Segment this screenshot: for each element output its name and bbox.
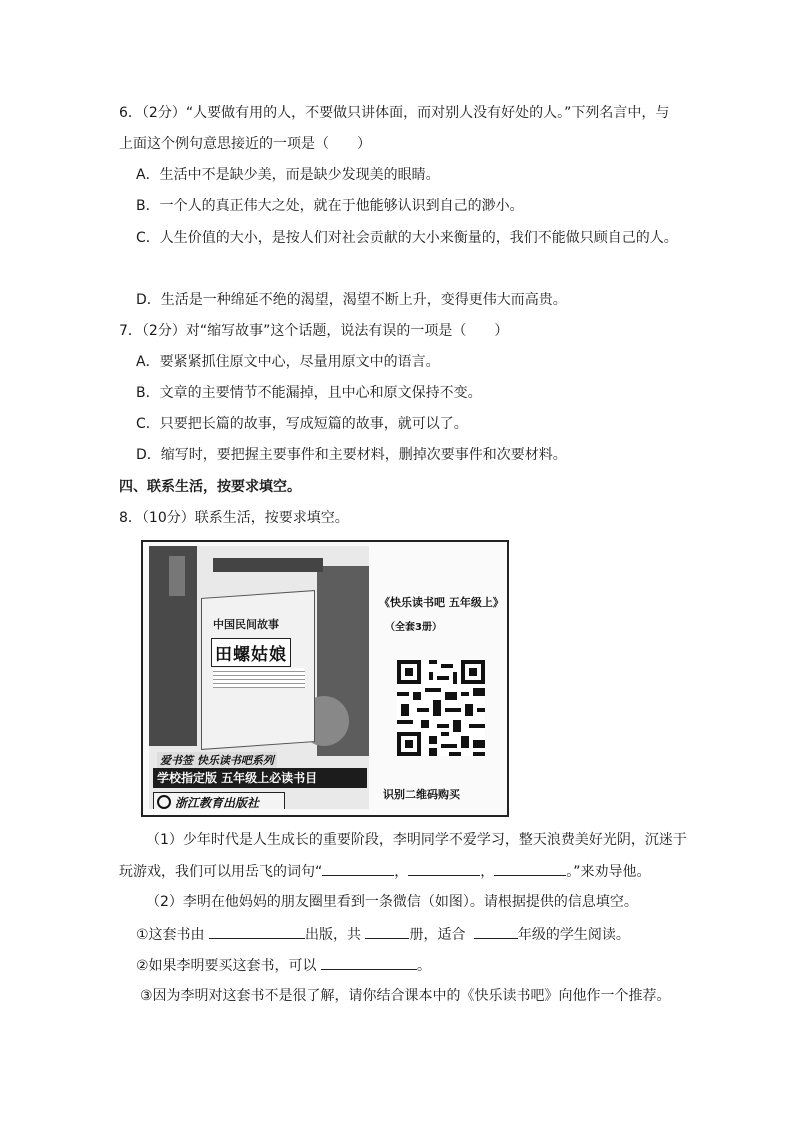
q8-sub2-end: 。 [417,958,432,974]
q8-sub1-text-a: ①这套书由 [136,927,210,943]
cover-brand-strip [213,558,323,572]
grade-blank[interactable] [474,924,518,939]
q8-part1-line1: （1）少年时代是人生成长的重要阶段，李明同学不爱学习，整天浪费美好光阴，沉迷于 [146,832,687,848]
purchase-method-blank[interactable] [321,955,417,970]
cover-story-label: 中国民间故事 [213,618,279,631]
q6-stem-line1: 6．（2分）“人要做有用的人，不要做只讲体面，而对别人没有好处的人。”下列名言中，与 [119,105,670,121]
publisher-logo-icon [157,795,171,809]
book-ad-image [141,540,509,817]
q6-option-b: B．一个人的真正伟大之处，就在于他能够认识到自己的渺小。 [136,198,524,214]
series-label: 爱书签 快乐读书吧系列 [157,752,277,768]
answer-blank-1[interactable] [322,861,394,876]
publisher-blank[interactable] [209,924,305,939]
publisher-name: 浙江教育出版社 [175,796,260,809]
q8-stem: 8．（10分）联系生活，按要求填空。 [119,510,349,526]
q8-sub2 [136,955,431,976]
q7-option-a: A．要紧紧抓住原文中心，尽量用原文中的语言。 [136,354,440,370]
q6-option-a: A．生活中不是缺少美，而是缺少发现美的眼睛。 [136,167,440,183]
q8-sub2-text: ②如果李明要买这套书，可以 [136,958,322,974]
q8-part1-prefix: 玩游戏，我们可以用岳飞的词句“ [119,864,323,880]
answer-blank-2[interactable] [408,861,480,876]
q8-part1-suffix: 。”来劝导他。 [566,864,651,880]
q8-part2-stem: （2）李明在他妈妈的朋友圈里看到一条微信（如图）。请根据提供的信息填空。 [146,894,638,910]
q7-stem: 7．（2分）对“缩写故事”这个话题，说法有误的一项是（ ） [119,323,509,339]
q8-part1-line2 [119,861,651,882]
q8-part1-sep1: ， [394,864,409,880]
q7-option-c: C．只要把长篇的故事，写成短篇的故事，就可以了。 [136,416,468,432]
q6-option-d: D．生活是一种绵延不绝的渴望，渴望不断上升，变得更伟大而高贵。 [136,292,567,308]
ad-book-name: 《快乐读书吧 五年级上》 [379,596,504,609]
q8-sub1-text-d: 年级的学生阅读。 [517,927,630,943]
book-cover [149,546,369,809]
q8-sub1-text-b: 出版，共 [305,927,366,943]
q7-option-b: B．文章的主要情节不能漏掉，且中心和原文保持不变。 [136,385,482,401]
cover-subtitle-lines [213,668,305,688]
ad-scan-to-buy: 识别二维码购买 [383,788,460,801]
cover-title: 田螺姑娘 [211,638,291,667]
q7-option-d: D．缩写时，要把握主要事件和主要材料，删掉次要事件和次要材料。 [136,447,567,463]
q6-option-c: C．人生价值的大小，是按人们对社会贡献的大小来衡量的，我们不能做只顾自己的人。 [136,230,678,246]
q8-sub3: ③因为李明对这套书不是很了解，请你结合课本中的《快乐读书吧》向他作一个推荐。 [140,988,671,1004]
section-heading: 四、联系生活，按要求填空。 [119,479,301,495]
volume-count-blank[interactable] [365,924,409,939]
banner-text: 学校指定版 五年级上必读书目 [157,771,318,785]
qr-code-icon [397,660,485,756]
ad-info-panel [375,542,509,815]
q8-part1-sep2: ， [480,864,495,880]
q8-sub1 [136,924,630,945]
q6-stem-line2: 上面这个例句意思接近的一项是（ ） [119,136,371,152]
q8-sub1-text-c: 册，适合 [409,927,470,943]
ad-set-count: （全套3册） [385,622,442,633]
answer-blank-3[interactable] [494,861,566,876]
